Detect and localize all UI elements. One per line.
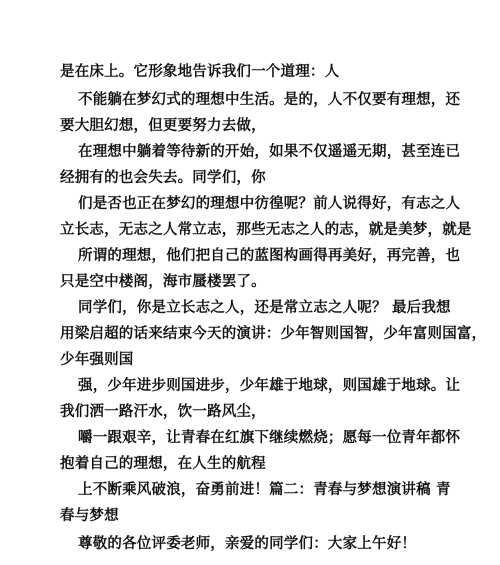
text-line: 我们洒一路汗水，饮一路风尘，: [60, 404, 266, 420]
text-line: 们是否也正在梦幻的理想中彷徨呢？前人说得好，有志之人: [78, 196, 461, 212]
text-line: 春与梦想: [60, 508, 119, 524]
text-line: 同学们，你是立长志之人，还是常立志之人呢？ 最后我想: [78, 300, 451, 316]
text-line: 上不断乘风破浪，奋勇前进！篇二：青春与梦想演讲稿 青: [78, 482, 451, 498]
text-line: 尊敬的各位评委老师，亲爱的同学们：大家上午好！: [78, 536, 417, 552]
text-line: 要大胆幻想，但更要努力去做，: [60, 118, 266, 134]
text-line: 在理想中躺着等待新的开始，如果不仅遥遥无期，甚至连已: [78, 144, 461, 160]
text-line: 少年强则国: [60, 352, 134, 368]
text-line: 经拥有的也会失去。同学们，你: [60, 170, 266, 186]
text-line: 是在床上。它形象地告诉我们一个道理：人: [60, 64, 340, 80]
text-line: 抱着自己的理想，在人生的航程: [60, 456, 266, 472]
text-line: 强，少年进步则国进步，少年雄于地球，则国雄于地球。让: [78, 378, 461, 394]
text-line: 嚼一跟艰辛，让青春在红旗下继续燃烧；愿每一位青年都怀: [78, 430, 461, 446]
text-line: 所谓的理想，他们把自己的蓝图构画得再美好，再完善，也: [78, 248, 461, 264]
text-line: 不能躺在梦幻式的理想中生活。是的，人不仅要有理想，还: [78, 92, 461, 108]
text-line: 只是空中楼阁，海市蜃楼罢了。: [60, 274, 266, 290]
text-line: 用梁启超的话来结束今天的演讲：少年智则国智，少年富则国富，: [60, 326, 487, 342]
text-line: 立长志，无志之人常立志，那些无志之人的志，就是美梦，就是: [60, 222, 472, 238]
